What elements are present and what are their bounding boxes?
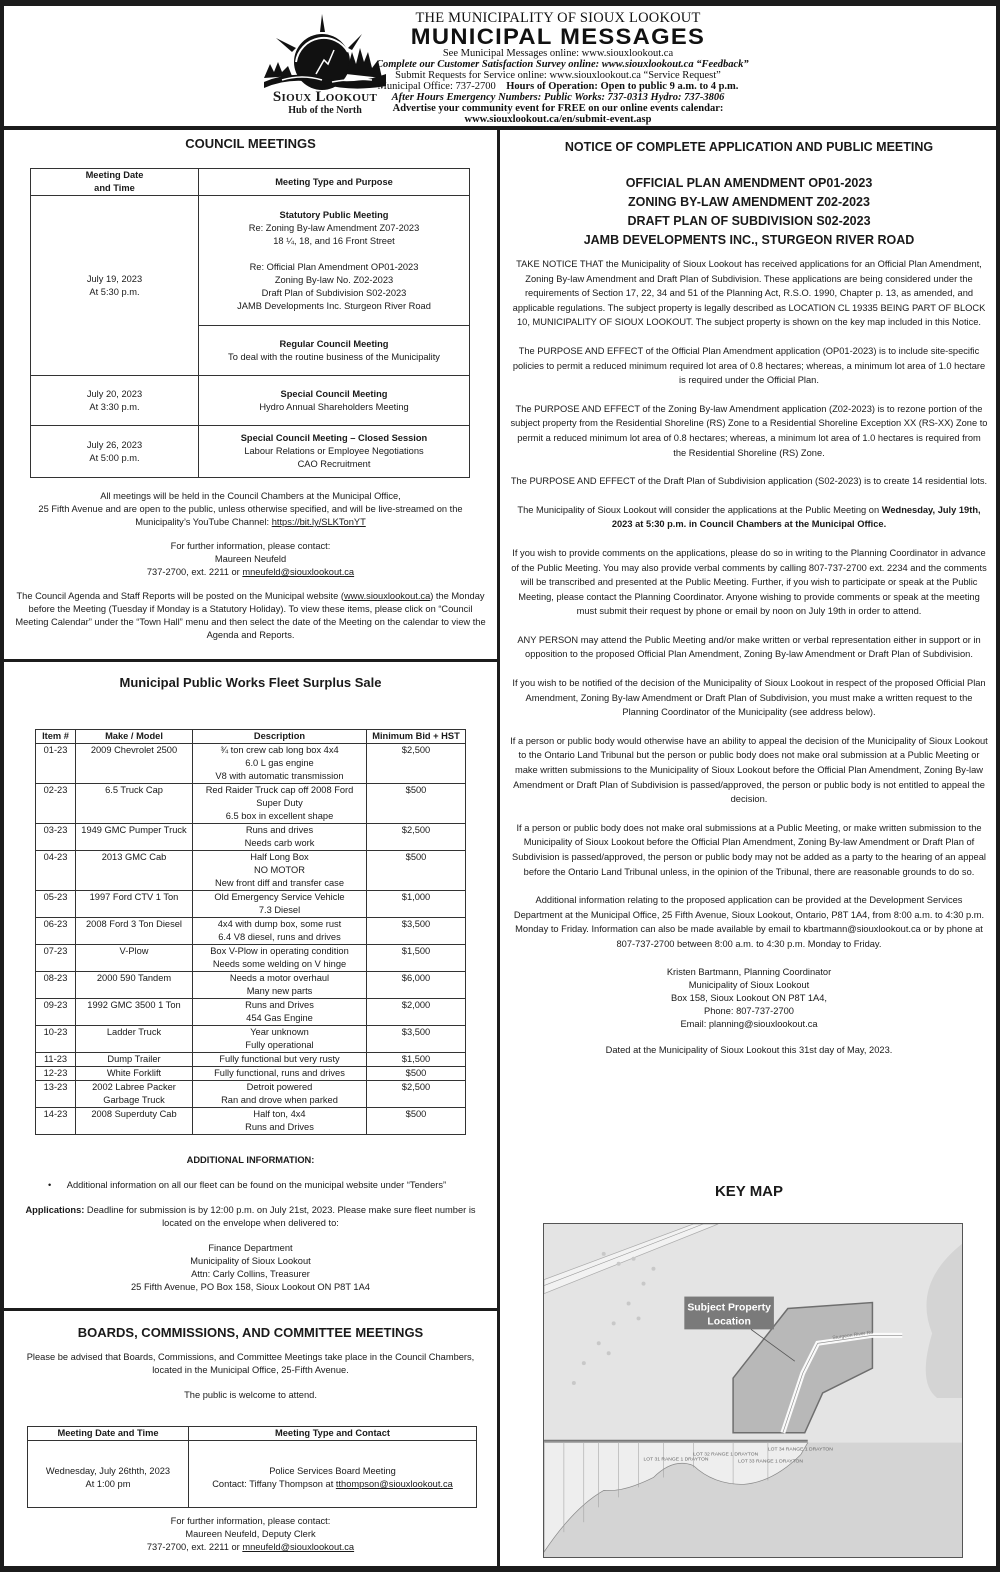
meeting-date: July 20, 2023 [86,388,143,399]
fleet-minimum-bid: $500 [367,784,466,824]
meeting-date-cell [31,426,199,478]
lot-label: LOT 34 RANGE 1 DRAYTON [767,1447,833,1453]
meeting-time: At 3:30 p.m. [89,401,140,412]
table-row [36,1108,466,1135]
description-line: Needs a motor overhaul [229,973,330,983]
description-line: Super Duty [256,798,303,808]
table-row [31,196,470,326]
meeting-detail: Draft Plan of Subdivision S02-2023 [261,287,407,298]
fleet-table-body [36,744,466,1135]
description-line: Many new parts [246,986,313,996]
description-line: Fully operational [245,1040,314,1050]
table-row [36,824,466,851]
website-link[interactable]: www.siouxlookout.ca [343,591,431,601]
board-date: Wednesday, July 26thth, 2023 [45,1466,171,1476]
meeting-type: Special Council Meeting – Closed Session [240,433,428,443]
description-line: Needs carb work [244,838,315,848]
location-text [14,516,487,529]
fleet-header-description: Description [193,730,367,744]
meeting-date-bold: Wednesday, July 19th, 2023 at 5:30 p.m. in Council Chambers at the Municipal Office. [611,504,981,530]
fleet-item-number: 01-23 [36,744,76,784]
table-row [36,1067,466,1081]
fleet-make-model: 2008 Ford 3 Ton Diesel [76,918,193,945]
fleet-minimum-bid: $500 [367,851,466,891]
fleet-description [193,972,367,999]
description-line: Half Long Box [250,852,309,862]
boards-contact [4,1515,497,1554]
meeting-detail: Zoning By-law No. Z02-2023 [274,274,394,285]
fleet-minimum-bid: $500 [367,1067,466,1081]
table-row [36,851,466,891]
contact-line [14,566,487,579]
fleet-item-number: 03-23 [36,824,76,851]
contact-email-link[interactable]: mneufeld@siouxlookout.ca [242,567,355,577]
fleet-make-model: V-Plow [76,945,193,972]
header-line: Meeting Date [85,170,144,180]
meeting-type-cell [199,376,470,426]
online-line[interactable]: See Municipal Messages online: www.siouxlookout.ca [442,48,674,59]
agenda-text-part: The Council Agenda and Staff Reports will be posted on the Municipal website ( [16,591,344,601]
fleet-item-number: 07-23 [36,945,76,972]
notice-paragraph: ANY PERSON may attend the Public Meeting and/or make written or verbal representation either in support or in opposition to the proposed Official Plan Amendment, Zoning By-law Amendment or Draft Plan of Subdivision. [517,634,981,660]
fleet-minimum-bid: $1,500 [367,945,466,972]
fleet-make-model: 1949 GMC Pumper Truck [76,824,193,851]
fleet-minimum-bid: $3,500 [367,1026,466,1053]
description-line: Box V-Plow in operating condition [210,946,349,956]
lot-label: LOT 32 RANGE 1 DRAYTON [693,1452,759,1458]
youtube-link[interactable]: https://bit.ly/SLKTonYT [271,517,366,527]
public-meeting-paragraph [510,503,988,532]
notice-section [510,139,988,1057]
signature-line: Municipality of Sioux Lookout [688,979,810,990]
fleet-header-bid: Minimum Bid + HST [367,730,466,744]
meeting-detail: Re: Zoning By-law Amendment Z07-2023 [248,222,420,233]
boards-section [4,1325,497,1402]
council-meetings-section [4,136,497,152]
board-type-cell [189,1441,477,1508]
notice-paragraph: If you wish to be notified of the decision of the Municipality of Sioux Lookout in respect of the proposed Official Plan Amendment, Zoning By-law Amendment or Draft Plan of Subdivision, you must make a written request to the Planning Coordinator of the Municipality (see address below). [512,678,986,718]
council-header-row [31,169,470,196]
address-line: 25 Fifth Avenue, PO Box 158, Sioux Lookout ON P8T 1A4 [131,1282,370,1292]
description-line: Year unknown [250,1027,309,1037]
fleet-minimum-bid: $6,000 [367,972,466,999]
council-meetings-table [30,168,470,478]
description-line: 6.5 box in excellent shape [225,811,334,821]
notice-paragraph: The PURPOSE AND EFFECT of the Official Plan Amendment application (OP01-2023) is to include site-specific policies to permit a reduced minimum required lot area of 0.8 hectares; whereas, a minimum lot area of 1.0 hectare is required under the Official Plan. [512,345,986,386]
hours-of-operation: Hours of Operation: Open to public 9 a.m. to 4 p.m. [506,81,739,92]
table-row [36,784,466,824]
fleet-minimum-bid: $3,500 [367,918,466,945]
youtube-label: Municipality’s YouTube Channel: [135,517,272,527]
logo-tagline: Hub of the North [288,105,362,116]
dated-line: Dated at the Municipality of Sioux Lookout this 31st day of May, 2023. [605,1044,893,1055]
meeting-detail: CAO Recruitment [297,459,371,469]
description-line: V8 with automatic transmission [215,771,344,781]
notice-heading: DRAFT PLAN OF SUBDIVISION S02-2023 [627,214,871,228]
notice-paragraph: The PURPOSE AND EFFECT of the Zoning By-law Amendment application (Z02-2023) is to rezone portion of the subject property from the Residential Shoreline (RS) Zone to a Residential Shoreline Exception XX (RS-XX) Zone to permit a reduced minimum lot area of 0.8 hectares; whereas, a minimum lot area of 1.0 hectares is required from the Residential Shoreline (RS) Zone. [510,403,988,458]
fleet-item-number: 08-23 [36,972,76,999]
description-line: New front diff and transfer case [214,878,345,888]
fleet-make-model: 6.5 Truck Cap [76,784,193,824]
description-line: Ran and drove when parked [221,1095,338,1105]
description-line: 4x4 with dump box, some rust [217,919,342,929]
agenda-text-part: ) the Monday before the Meeting (Tuesday if Monday is a Statutory Holiday). To view these items, please click on “Council Meeting Calendar” under the “Town Hall” menu and then select the date of the Meeting on the calendar to view the Agenda and Reports. [15,591,486,640]
key-map-heading [510,1183,988,1200]
applications-body: Deadline for submission is by 12:00 p.m. on July 21st, 2023. Please make sure fleet number is located on the envelope when delivered to: [84,1205,476,1228]
fleet-description [193,1053,367,1067]
fleet-make-model: 1997 Ford CTV 1 Ton [76,891,193,918]
applications-label: Applications: [25,1205,85,1215]
fleet-item-number: 05-23 [36,891,76,918]
meeting-time: At 5:30 p.m. [89,286,140,297]
description-line: Needs some welding on V hinge [212,959,347,969]
description-line: Detroit powered [246,1082,313,1092]
meeting-date-cell [31,376,199,426]
fleet-minimum-bid: $1,500 [367,1053,466,1067]
fleet-description [193,1026,367,1053]
address-line: Attn: Carly Collins, Treasurer [191,1269,310,1279]
service-request-line[interactable]: Submit Requests for Service online: www.siouxlookout.ca “Service Request” [395,70,721,81]
board-type: Police Services Board Meeting [269,1466,396,1476]
notice-paragraph: Additional information relating to the proposed application can be provided at the Development Services Department at the Municipal Office, 25 Fifth Avenue, Sioux Lookout, Ontario, P8T 1A4, from 8:00 a.m. to 4:30 p.m. Monday to Friday. Information can also be made available by email to kbartmann@siouxlookout.ca or by phone at 807-737-2700 between 8:00 a.m. to 4:30 p.m. Monday to Friday. [513,895,985,949]
fleet-description [193,824,367,851]
masthead [4,6,996,130]
fleet-make-model: 1992 GMC 3500 1 Ton [76,999,193,1026]
table-row [36,972,466,999]
table-row [36,918,466,945]
section-divider [4,1308,497,1311]
council-info [14,490,487,642]
meeting-intro: The Municipality of Sioux Lookout will consider the applications at the Public Meeting on [517,504,882,515]
fleet-description [193,999,367,1026]
fleet-item-number: 04-23 [36,851,76,891]
contact-phone: 737-2700, ext. 2211 or [146,1542,243,1552]
table-row [36,945,466,972]
fleet-description [193,918,367,945]
notice-heading: ZONING BY-LAW AMENDMENT Z02-2023 [628,195,870,209]
board-time: At 1:00 pm [85,1479,131,1489]
boards-welcome: The public is welcome to attend. [184,1390,317,1400]
meeting-detail: JAMB Developments Inc. Sturgeon River Road [237,300,431,311]
header-line: and Time [94,183,135,193]
signature-line: Phone: 807-737-2700 [704,1005,794,1016]
boards-table [27,1426,477,1508]
submit-event-link[interactable]: www.siouxlookout.ca/en/submit-event.asp [464,114,652,125]
meeting-detail: Labour Relations or Employee Negotiations [244,446,424,456]
fleet-make-model: Ladder Truck [76,1026,193,1053]
notice-title: NOTICE OF COMPLETE APPLICATION AND PUBLIC MEETING [564,140,934,154]
agenda-text [14,590,487,642]
table-row [36,744,466,784]
board-contact-email-link[interactable]: tthompson@siouxlookout.ca [335,1479,453,1489]
boards-header-date: Meeting Date and Time [28,1427,189,1441]
boards-header-type: Meeting Type and Contact [189,1427,477,1441]
fleet-header-model: Make / Model [76,730,193,744]
contact-phone: 737-2700, ext. 2211 or [146,567,243,577]
key-map-drawing [544,1224,962,1557]
fleet-description [193,784,367,824]
fleet-description [193,1081,367,1108]
signature-line: Kristen Bartmann, Planning Coordinator [666,966,832,977]
description-line: 7.3 Diesel [258,905,301,915]
fleet-minimum-bid: $2,500 [367,824,466,851]
meeting-date-cell [31,196,199,376]
fleet-item-number: 10-23 [36,1026,76,1053]
masthead-supertitle: THE MUNICIPALITY OF SIOUX LOOKOUT [415,10,701,26]
fleet-make-model: 2009 Chevrolet 2500 [76,744,193,784]
bullet-text: Additional information on all our fleet can be found on the municipal website under “Tenders” [66,1180,447,1190]
address-line: Finance Department [208,1243,293,1253]
lot-label: LOT 33 RANGE 1 DRAYTON [738,1459,804,1465]
address-line: Municipality of Sioux Lookout [190,1256,311,1266]
bullet-icon: • [48,1180,52,1190]
fleet-table [35,729,466,1135]
section-divider [4,659,497,662]
bullet-item [4,1179,497,1192]
fleet-minimum-bid: $2,500 [367,1081,466,1108]
location-text: All meetings will be held in the Council Chambers at the Municipal Office, [100,491,401,501]
signature-line: Email: planning@siouxlookout.ca [680,1018,818,1029]
fleet-make-model: 2002 Labree Packer Garbage Truck [76,1081,193,1108]
meeting-type-cell [199,326,470,376]
table-row [36,999,466,1026]
table-row [36,1081,466,1108]
table-row [31,376,470,426]
column-divider [497,130,500,1566]
fleet-description [193,1108,367,1135]
location-text: 25 Fifth Avenue and are open to the public, unless otherwise specified, and will be live-streamed on the [38,504,463,514]
fleet-make-model: White Forklift [76,1067,193,1081]
fleet-item-number: 02-23 [36,784,76,824]
fleet-make-model: Dump Trailer [76,1053,193,1067]
fleet-minimum-bid: $500 [367,1108,466,1135]
notice-heading: JAMB DEVELOPMENTS INC., STURGEON RIVER ROAD [583,233,915,247]
advertise-line: Advertise your community event for FREE on our online events calendar: [392,103,724,114]
table-row [28,1441,477,1508]
meeting-time: At 5:00 p.m. [89,452,140,463]
contact-intro: For further information, please contact: [170,1516,331,1526]
council-header-type: Meeting Type and Purpose [199,169,470,196]
fleet-item-number: 14-23 [36,1108,76,1135]
callout-text: Location [707,1316,751,1328]
description-line: Runs and Drives [245,1000,314,1010]
meeting-type-cell [199,426,470,478]
additional-info-title: ADDITIONAL INFORMATION: [186,1155,315,1165]
description-line: 454 Gas Engine [246,1013,313,1023]
signature-line: Box 158, Sioux Lookout ON P8T 1A4, [671,992,827,1003]
table-row [36,1053,466,1067]
table-row [31,426,470,478]
table-row [36,1026,466,1053]
fleet-make-model: 2008 Superduty Cab [76,1108,193,1135]
fleet-item-number: 09-23 [36,999,76,1026]
description-line: Runs and drives [245,825,314,835]
fleet-description [193,1067,367,1081]
description-line: Half ton, 4x4 [253,1109,306,1119]
masthead-title: MUNICIPAL MESSAGES [410,24,706,49]
meeting-detail: To deal with the routine business of the Municipality [228,351,440,362]
notice-paragraph: TAKE NOTICE THAT the Municipality of Sioux Lookout has received applications for an Official Plan Amendment, Zoning By-law Amendment and Draft Plan of Subdivision. These applications are being considered under the requirements of Section 17, 22, 34 and 51 of the Planning Act, R.S.O. 1990, Chapter p. 13, as amended, and applicable regulations. The subject property is legally described as LOCATION CL 19335 BEING PART OF BLOCK 10, MUNICIPALITY OF SIOUX LOOKOUT. The subject property is shown on the key map included in this Notice. [512,259,986,328]
fleet-description [193,744,367,784]
callout-text: Subject Property [687,1302,771,1314]
board-contact: Contact: Tiffany Thompson at [212,1479,336,1489]
fleet-make-model: 2000 590 Tandem [76,972,193,999]
boards-header-row [28,1427,477,1441]
meeting-type: Statutory Public Meeting [279,209,389,220]
key-map [543,1223,963,1558]
fleet-minimum-bid: $2,500 [367,744,466,784]
fleet-description [193,945,367,972]
meeting-type-cell [199,196,470,326]
boards-title: BOARDS, COMMISSIONS, AND COMMITTEE MEETINGS [77,1325,424,1340]
council-title: COUNCIL MEETINGS [185,136,316,151]
description-line: ¾ ton crew cab long box 4x4 [220,745,339,755]
description-line: Runs and Drives [245,1122,314,1132]
fleet-description [193,891,367,918]
meeting-type: Special Council Meeting [280,388,388,399]
council-header-date [31,169,199,196]
contact-intro: For further information, please contact: [170,541,331,551]
logo-name: Sioux Lookout [272,89,378,105]
meeting-detail: Hydro Annual Shareholders Meeting [259,401,409,412]
road-label: Sturgeon River Rd [832,1330,874,1342]
fleet-minimum-bid: $1,000 [367,891,466,918]
survey-line[interactable]: Complete our Customer Satisfaction Survey online: www.siouxlookout.ca “Feedback” [376,59,749,70]
notice-paragraph: The PURPOSE AND EFFECT of the Draft Plan of Subdivision application (S02-2023) is to create 14 residential lots. [510,476,988,487]
key-map-title: KEY MAP [714,1183,784,1200]
contact-name: Maureen Neufeld [214,554,287,564]
contact-line [4,1541,497,1554]
fleet-item-number: 11-23 [36,1053,76,1067]
office-phone: Municipal Office: 737-2700 [377,81,496,92]
fleet-header-row [36,730,466,744]
fleet-make-model: 2013 GMC Cab [76,851,193,891]
fleet-header-item: Item # [36,730,76,744]
contact-email-link[interactable]: mneufeld@siouxlookout.ca [242,1542,355,1552]
description-line: NO MOTOR [254,865,305,875]
description-line: Old Emergency Service Vehicle [214,892,345,902]
emergency-numbers-line: After Hours Emergency Numbers: Public Works: 737-0313 Hydro: 737-3806 [391,92,725,103]
meeting-type: Regular Council Meeting [279,338,389,349]
meeting-detail: Re: Official Plan Amendment OP01-2023 [249,261,419,272]
meeting-date: July 26, 2023 [86,439,143,450]
fleet-title: Municipal Public Works Fleet Surplus Sale [119,675,382,690]
meeting-detail: 18 ¼, 18, and 16 Front Street [273,235,395,246]
boards-intro: Please be advised that Boards, Commissions, and Committee Meetings take place in the Council Chambers, located in the Municipal Office, 25-Fifth Avenue. [26,1352,475,1375]
fleet-item-number: 12-23 [36,1067,76,1081]
office-hours-line [376,81,740,92]
board-date-cell [28,1441,189,1508]
description-line: 6.4 V8 diesel, runs and drives [218,932,341,942]
masthead-text [376,10,749,125]
description-line: Fully functional but very rusty [219,1054,340,1064]
fleet-description [193,851,367,891]
signature-block [510,966,988,1031]
applications-text [4,1204,497,1230]
lot-label: LOT 31 RANGE 1 DRAYTON [643,1457,709,1463]
description-line: Red Raider Truck cap off 2008 Ford [205,785,354,795]
description-line: Fully functional, runs and drives [214,1068,345,1078]
meeting-date: July 19, 2023 [86,273,143,284]
fleet-section [4,675,497,691]
table-row [36,891,466,918]
notice-paragraph: If a person or public body would otherwise have an ability to appeal the decision of the Municipality of Sioux Lookout to the Ontario Land Tribunal but the person or public body does not make oral submission at a Public Meeting or make written submissions to the Municipality of Sioux Lookout before the Official Plan Amendment, Zoning By-law Amendment or Draft Plan of Subdivision is passed/approved, the person or public body is not entitled to appeal the decision. [510,735,988,805]
fleet-minimum-bid: $2,000 [367,999,466,1026]
fleet-item-number: 06-23 [36,918,76,945]
notice-heading: OFFICIAL PLAN AMENDMENT OP01-2023 [625,176,873,190]
sunburst-logo-icon [262,12,388,90]
notice-paragraph: If you wish to provide comments on the applications, please do so in writing to the Planning Coordinator in advance of the Public Meeting. You may also provide verbal comments by calling 807-737-2700 ext. 2234 and the comments will be transcribed and presented at the Public Meeting. Further, if you wish to participate or speak at the Public Meeting, please contact the Planning Coordinator. Anyone wishing to provide comments or speak at the meeting must submit their request by phone or email by noon on July 19th in order to attend. [511,547,987,617]
fleet-item-number: 13-23 [36,1081,76,1108]
description-line: 6.0 L gas engine [245,758,314,768]
notice-paragraph: If a person or public body does not make oral submissions at a Public Meeting, or make written submission to the Municipality of Sioux Lookout before the Official Plan Amendment, Zoning By-law Amendment or Draft Plan of Subdivision is passed/approved, the person or public body may not be added as a party to the hearing of an appeal before the Ontario Land Tribunal unless, in the opinion of the Tribunal, there are reasonable grounds to do so. [512,822,986,877]
contact-name: Maureen Neufeld, Deputy Clerk [185,1529,316,1539]
fleet-additional-info [4,1154,497,1294]
